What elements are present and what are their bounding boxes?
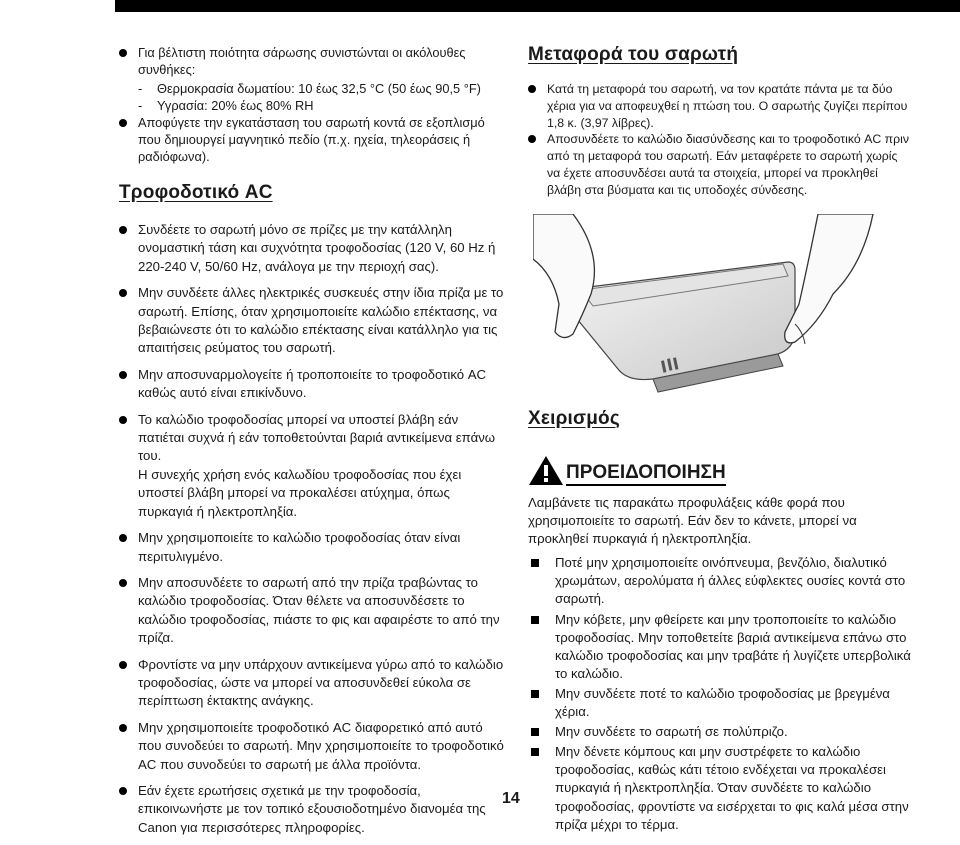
env-section [119,45,505,165]
ac-item: Φροντίστε να μην υπάρχουν αντικείμενα γύρω από το καλώδιο τροφοδοσίας, ώστε να μπορεί να αποσυνδεθεί εύκολα σε περίπτωση έκτακτης ανάγκης. [119,656,505,711]
warning-item: Ποτέ μην χρησιμοποιείτε οινόπνευμα, βενζόλιο, διαλυτικό χρωμάτων, αερολύματα ή άλλες εύφλεκτες ουσίες κοντά στο σαρωτή. [528,554,913,608]
moving-title-wrap [528,44,913,66]
warning-title: ΠΡΟΕΙΔΟΠΟΙΗΣΗ [566,463,726,486]
page-number: 14 [502,790,520,807]
ac-item: Μην αποσυναρμολογείτε ή τροποποιείτε το τροφοδοτικό AC καθώς αυτό είναι επικίνδυνο. [119,366,505,403]
env-condition: - Υγρασία: 20% έως 80% RH [138,97,314,113]
moving-item: Αποσυνδέετε το καλώδιο διασύνδεσης και το τροφοδοτικό AC πριν από τη μεταφορά του σαρωτή. Εάν μεταφέρετε το σαρωτή χωρίς να έχετε αποσυνδέσει αυτά τα στοιχεία, μπορεί να προκληθεί βλάβη στα βύσματα και τις υποδοχές σύνδεσης. [528,131,913,198]
header-bar [115,0,960,12]
moving-section [528,81,913,199]
ac-item: Μην χρησιμοποιείτε τροφοδοτικό AC διαφορετικό από αυτό που συνοδεύει το σαρωτή. Μην χρησιμοποιείτε το τροφοδοτικό AC που συνοδεύει το σαρωτή με άλλα προϊόντα. [119,719,505,774]
warning-item: Μην συνδέετε ποτέ το καλώδιο τροφοδοσίας με βρεγμένα χέρια. [528,685,913,721]
env-intro-text: Για βέλτιστη ποιότητα σάρωσης συνιστώνται οι ακόλουθες συνθήκες: [138,45,466,77]
warning-block [528,455,913,836]
warning-item: Μην συνδέετε το σαρωτή σε πολύπριζο. [528,723,913,741]
handling-title-wrap [528,408,913,430]
ac-item: Εάν έχετε ερωτήσεις σχετικά με την τροφοδοσία, επικοινωνήστε με τον τοπικό εξουσιοδοτημένο διανομέα της Canon για περισσότερες πληροφορίες. [119,782,505,837]
ac-item: Συνδέετε το σαρωτή μόνο σε πρίζες με την κατάλληλη ονομαστική τάση και συχνότητα τροφοδοσίας (120 V, 60 Hz ή 220-240 V, 50/60 Hz, ανάλογα με την περιοχή σας). [119,221,505,276]
handling-section-title: Χειρισμός [528,408,620,429]
env-condition: - Θερμοκρασία δωματίου: 10 έως 32,5 °C (50 έως 90,5 °F) [138,81,481,97]
env-avoid-item: Αποφύγετε την εγκατάσταση του σαρωτή κοντά σε εξοπλισμό που δημιουργεί μαγνητικό πεδίο (π.χ. ηχεία, τηλεοράσεις ή ραδιόφωνα). [119,115,505,165]
moving-section-title: Μεταφορά του σαρωτή [528,44,739,65]
warning-intro: Λαμβάνετε τις παρακάτω προφυλάξεις κάθε φορά που χρησιμοποιείτε το σαρωτή. Εάν δεν το κάνετε, μπορεί να προκληθεί πυρκαγιά ή ηλεκτροπληξία. [528,495,857,547]
warning-triangle-icon [528,455,564,486]
ac-item: Μην χρησιμοποιείτε το καλώδιο τροφοδοσίας όταν είναι περιτυλιγμένο. [119,529,505,566]
ac-title-wrap [119,182,505,204]
ac-item: Το καλώδιο τροφοδοσίας μπορεί να υποστεί βλάβη εάν πατιέται συχνά ή εάν τοποθετούνται βαριά αντικείμενα επάνω του. Η συνεχής χρήση ενός καλωδίου τροφοδοσίας που έχει υποστεί βλάβη μπορεί να προκαλέσει ατύχημα, όπως πυρκαγιά ή ηλεκτροπληξία. [119,411,505,521]
ac-section [119,221,505,845]
scanner-carrying-illustration [533,214,913,399]
right-hand [785,214,873,343]
env-conditions [138,81,505,114]
warning-item: Μην κόβετε, μην φθείρετε και μην τροποποιείτε το καλώδιο τροφοδοσίας. Μην τοποθετείτε βαριά αντικείμενα επάνω στο καλώδιο τροφοδοσίας και μην τραβάτε ή λυγίζετε υπερβολικά το καλώδιο. [528,611,913,683]
warning-item: Μην δένετε κόμπους και μην συστρέφετε το καλώδιο τροφοδοσίας, καθώς κάτι τέτοιο ενδέχεται να προκαλέσει πυρκαγιά ή ηλεκτροπληξία. Όταν συνδέετε το καλώδιο τροφοδοσίας, φροντίστε να εισέρχεται το φις καλά μέσα στην πρίζα μέχρι το τέρμα. [528,743,913,833]
moving-item: Κατά τη μεταφορά του σαρωτή, να τον κρατάτε πάντα με τα δύο χέρια για να αποφευχθεί η πτώση του. Ο σαρωτής ζυγίζει περίπου 1,8 κ. (3,97 λίβρες). [528,81,913,131]
ac-item: Μην αποσυνδέετε το σαρωτή από την πρίζα τραβώντας το καλώδιο τροφοδοσίας. Όταν θέλετε να αποσυνδέσετε το καλώδιο τροφοδοσίας, πιάστε το φις και αφαιρέστε το από την πρίζα. [119,574,505,648]
env-intro-item [119,45,505,114]
ac-item: Μην συνδέετε άλλες ηλεκτρικές συσκευές στην ίδια πρίζα με το σαρωτή. Επίσης, όταν χρησιμοποιείτε καλώδιο επέκτασης, να βεβαιώνεστε ότι το καλώδιο επέκτασης είναι κατάλληλο για τις απαιτήσεις ρεύματος του σαρωτή. [119,284,505,358]
ac-section-title: Τροφοδοτικό AC [119,182,273,203]
warning-heading [528,455,913,486]
